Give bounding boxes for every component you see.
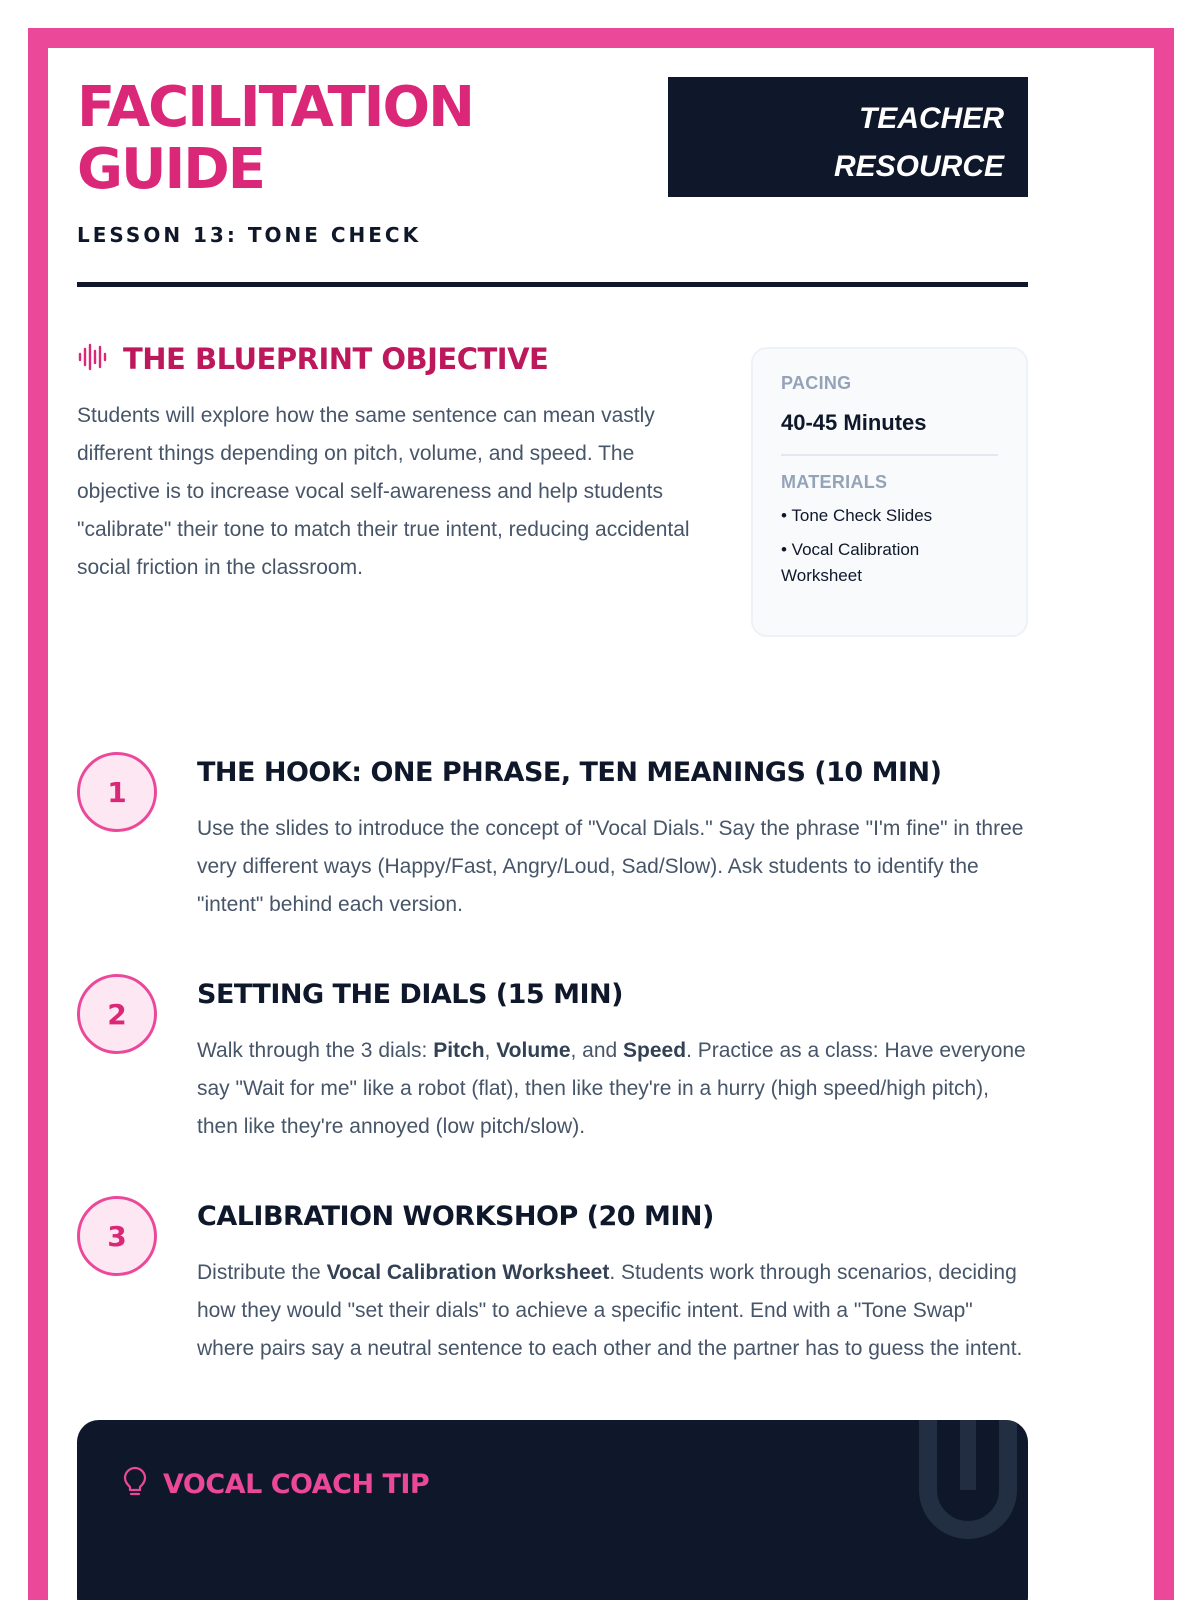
material-item: • Vocal Calibration Worksheet [781, 540, 920, 585]
magnet-icon [888, 1420, 1028, 1565]
lesson-subtitle: LESSON 13: TONE CHECK [77, 223, 422, 247]
badge-line-2: RESOURCE [833, 150, 1004, 183]
step-text-bold: Volume [496, 1039, 571, 1062]
step-text-bold: Speed [623, 1039, 687, 1062]
step-text-part: , [484, 1039, 497, 1062]
step-title: THE HOOK: ONE PHRASE, TEN MEANINGS (10 MIN) [197, 757, 942, 788]
step-text-part: Walk through the 3 dials: [197, 1039, 434, 1062]
step-text [197, 1254, 1028, 1368]
materials-list [781, 503, 998, 589]
page-title-line-2: GUIDE [77, 137, 265, 202]
lightbulb-icon [121, 1466, 149, 1503]
step-title: CALIBRATION WORKSHOP (20 MIN) [197, 1201, 714, 1232]
objective-title: THE BLUEPRINT OBJECTIVE [123, 342, 549, 376]
step-text-bold: Vocal Calibration Worksheet [326, 1261, 610, 1284]
tip-heading [121, 1466, 429, 1503]
step-number-badge: 3 [77, 1196, 157, 1276]
step-text-part: , and [570, 1039, 624, 1062]
tip-title: VOCAL COACH TIP [163, 1469, 430, 1500]
step-text-part: . Students work through scenarios, deciding how they would "set their dials" to achieve a specific intent. End with a "Tone Swap" where pairs say a neutral sentence to each other and the partner has to guess the intent. [197, 1261, 1023, 1360]
pacing-label: PACING [781, 373, 852, 393]
teacher-resource-badge [668, 77, 1028, 197]
header [77, 77, 1028, 247]
badge-line-1: TEACHER [858, 102, 1004, 135]
step-title: SETTING THE DIALS (15 MIN) [197, 979, 623, 1010]
header-divider [77, 282, 1028, 287]
sound-wave-icon [77, 343, 109, 376]
step-text-part: . Practice as a class: Have everyone say "Wait for me" like a robot (flat), then like they're in a hurry (high speed/high pitch), then like they're annoyed (low pitch/slow). [197, 1039, 1026, 1138]
vocal-coach-tip-card [77, 1420, 1028, 1600]
step-text: Use the slides to introduce the concept of "Vocal Dials." Say the phrase "I'm fine" in three very different ways (Happy/Fast, Angry/Loud, Sad/Slow). Ask students to identify the "intent" behind each version. [197, 817, 1024, 916]
objective-section [77, 337, 697, 587]
pacing-value: 40-45 Minutes [781, 410, 927, 435]
material-item: • Tone Check Slides [781, 506, 933, 525]
materials-label: MATERIALS [781, 472, 888, 492]
page-title-line-1: FACILITATION [77, 75, 473, 140]
page-content [77, 75, 1028, 1360]
pacing-materials-card [751, 347, 1028, 637]
objective-text: Students will explore how the same sentence can mean vastly different things depending on pitch, volume, and speed. The objective is to increase vocal self-awareness and help students "calibrate" their tone to match their true intent, reducing accidental social friction in the classroom. [77, 404, 690, 579]
step-number-badge: 2 [77, 974, 157, 1054]
step-text-part: Distribute the [197, 1261, 327, 1284]
step-text-bold: Pitch [433, 1039, 485, 1062]
step-number-badge: 1 [77, 752, 157, 832]
card-divider [781, 454, 998, 456]
objective-heading [77, 337, 697, 381]
step-text [197, 1032, 1028, 1146]
